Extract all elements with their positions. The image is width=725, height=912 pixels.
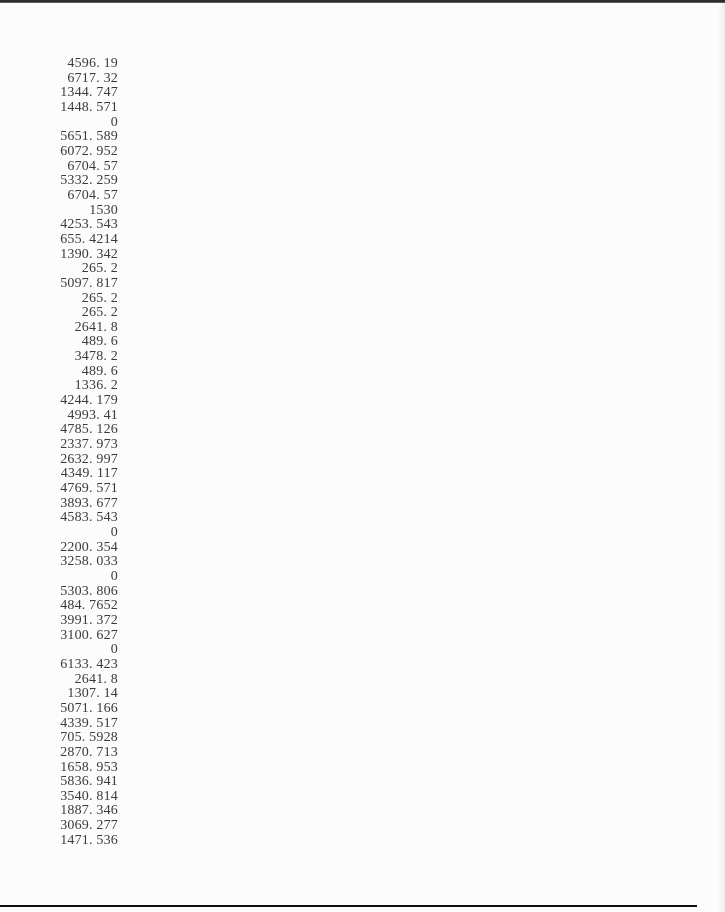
number-cell: 265. 2 — [81, 305, 118, 321]
number-cell: 5651. 589 — [60, 129, 118, 145]
number-column — [0, 57, 118, 848]
number-cell: 5071. 166 — [60, 700, 118, 716]
number-cell: 489. 6 — [81, 363, 118, 379]
number-cell: 3991. 372 — [60, 612, 118, 628]
number-cell: 2337. 973 — [60, 437, 118, 453]
number-cell: 3893. 677 — [60, 495, 118, 511]
number-cell: 4769. 571 — [60, 481, 118, 497]
number-cell: 1887. 346 — [60, 803, 118, 819]
number-cell: 4349. 117 — [60, 466, 118, 482]
number-cell: 4583. 543 — [60, 510, 118, 526]
number-cell: 2200. 354 — [60, 539, 118, 555]
number-cell: 6704. 57 — [67, 158, 118, 174]
number-cell: 3540. 814 — [60, 788, 118, 804]
number-cell: 1390. 342 — [60, 246, 118, 262]
number-cell: 5836. 941 — [60, 774, 118, 790]
number-cell: 0 — [110, 642, 118, 658]
number-cell: 4244. 179 — [60, 393, 118, 409]
number-cell: 1530 — [89, 202, 118, 218]
number-cell: 3258. 033 — [60, 554, 118, 570]
number-cell: 3069. 277 — [60, 818, 118, 834]
number-cell: 1336. 2 — [74, 378, 118, 394]
number-cell: 484. 7652 — [60, 598, 118, 614]
number-cell: 4785. 126 — [60, 422, 118, 438]
number-cell: 0 — [110, 114, 118, 130]
number-cell: 265. 2 — [81, 261, 118, 277]
top-edge-bar — [0, 0, 725, 3]
number-cell: 6717. 32 — [67, 70, 118, 86]
number-cell: 265. 2 — [81, 290, 118, 306]
number-cell: 6133. 423 — [60, 656, 118, 672]
number-cell: 5097. 817 — [60, 275, 118, 291]
number-cell: 2641. 8 — [74, 319, 118, 335]
number-cell: 1471. 536 — [60, 832, 118, 848]
number-cell: 2641. 8 — [74, 671, 118, 687]
number-cell: 4339. 517 — [60, 715, 118, 731]
number-cell: 3100. 627 — [60, 627, 118, 643]
number-cell: 0 — [110, 525, 118, 540]
number-cell: 2632. 997 — [60, 451, 118, 467]
bottom-edge-bar — [0, 905, 697, 907]
number-cell: 1658. 953 — [60, 759, 118, 775]
number-cell: 705. 5928 — [60, 730, 118, 746]
number-cell: 4993. 41 — [67, 407, 118, 423]
number-cell: 2870. 713 — [60, 744, 118, 760]
number-cell: 1307. 14 — [67, 686, 118, 702]
number-cell: 1344. 747 — [60, 85, 118, 101]
number-cell: 3478. 2 — [74, 349, 118, 365]
right-scan-edge — [718, 0, 725, 912]
number-cell: 4596. 19 — [67, 56, 118, 71]
number-cell: 6072. 952 — [60, 143, 118, 159]
number-cell: 655. 4214 — [60, 231, 118, 247]
number-cell: 5332. 259 — [60, 173, 118, 189]
number-cell: 5303. 806 — [60, 583, 118, 599]
number-cell: 1448. 571 — [60, 99, 118, 115]
number-cell: 0 — [110, 568, 118, 584]
number-cell: 6704. 57 — [67, 187, 118, 203]
number-cell: 4253. 543 — [60, 217, 118, 233]
number-cell: 489. 6 — [81, 334, 118, 350]
